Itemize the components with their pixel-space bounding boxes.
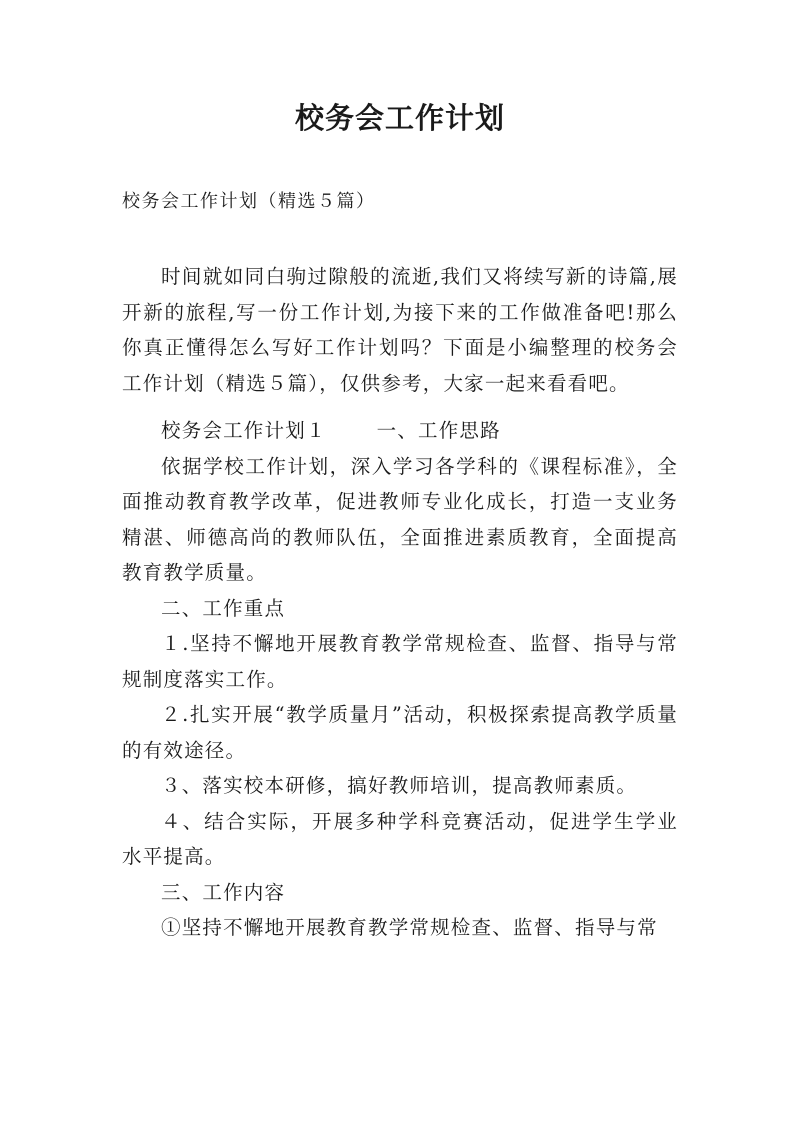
focus-item-2: ２.扎实开展“教学质量月”活动，积极探索提高教学质量的有效途径。 xyxy=(122,703,678,762)
focus-item-3: ３、落实校本研修，搞好教师培训，提高教师素质。 xyxy=(161,774,638,797)
section-1-heading: 一、工作思路 xyxy=(376,419,501,442)
intro-paragraph: 时间就如同白驹过隙般的流逝,我们又将续写新的诗篇,展开新的旅程,写一份工作计划,为接下来的工作做准备吧!那么你真正懂得怎么写好工作计划吗？下面是小编整理的校务会工作计划（精选５篇），仅供参考，大家一起来看看吧。 xyxy=(122,265,678,395)
work-focus-heading: 二、工作重点 xyxy=(161,596,286,620)
document-body xyxy=(122,259,678,946)
content-item-1: ①坚持不懈地开展教育教学常规检查、监督、指导与常 xyxy=(161,916,658,939)
section-1-label: 校务会工作计划１ xyxy=(161,419,327,442)
focus-item-1: １.坚持不懈地开展教育教学常规检查、监督、指导与常规制度落实工作。 xyxy=(122,632,678,691)
section-1-header-line xyxy=(122,413,678,449)
document-title: 校务会工作计划 xyxy=(294,101,505,135)
work-content-heading: 三、工作内容 xyxy=(161,880,286,904)
document-subtitle: 校务会工作计划（精选５篇） xyxy=(122,191,376,212)
work-thinking-paragraph: 依据学校工作计划，深入学习各学科的《课程标准》，全面推动教育教学改革，促进教师专业化成长，打造一支业务精湛、师德高尚的教师队伍，全面推进素质教育，全面提高教育教学质量。 xyxy=(122,454,678,584)
focus-item-4: ４、结合实际，开展多种学科竞赛活动，促进学生学业水平提高。 xyxy=(122,809,678,868)
